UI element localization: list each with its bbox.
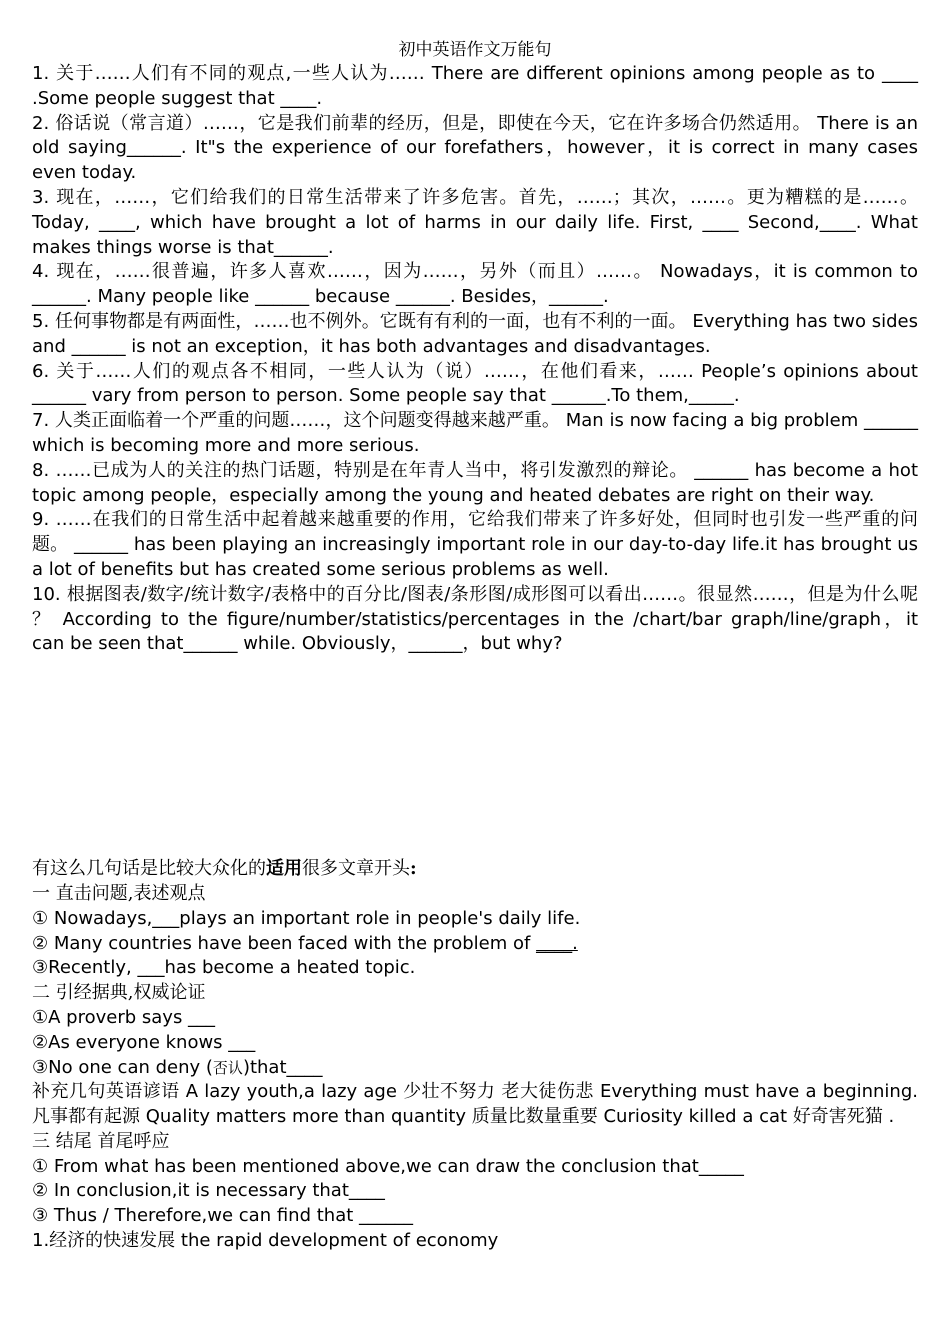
part1-item-2 xyxy=(32,932,918,957)
sentence-8: 8. ……已成为人的关注的热门话题，特别是在年青人当中，将引发激烈的辩论。 ______ has become a hot topic among people，especially among the young and heated debates are right on their way. xyxy=(32,459,918,506)
intro-colon: : xyxy=(410,858,417,880)
section-intro xyxy=(32,857,918,882)
part2-item-3-cn: 否认 xyxy=(212,1058,243,1077)
phrase-1: 1.经济的快速发展 the rapid development of economy xyxy=(32,1230,499,1252)
intro-suffix: 很多文章开头 xyxy=(302,858,410,880)
sentence-1: 1. 关于……人们有不同的观点,一些人认为…… There are different opinions among people as to ____ .Some people suggest that ____. xyxy=(32,63,918,109)
page-title: 初中英语作文万能句 xyxy=(398,40,552,60)
part1-heading: 一 直击问题,表述观点 xyxy=(32,882,206,904)
part3-item-2: ② In conclusion,it is necessary that____ xyxy=(32,1180,385,1202)
part1-item-2-blank: ____. xyxy=(536,932,578,954)
part1-item-2-text: ② Many countries have been faced with the problem of xyxy=(32,932,537,954)
sentence-6: 6. 关于……人们的观点各不相同，一些人认为（说）……，在他们看来，…… People’s opinions about ______ vary from person to person. Some people say that ______.To them,_____. xyxy=(32,360,918,407)
sentence-4: 4. 现在，……很普遍，许多人喜欢……，因为……，另外（而且）……。 Nowadays，it is common to ______. Many people like ______ because ______. Besides，______. xyxy=(32,261,918,308)
proverbs: 补充几句英语谚语 A lazy youth,a lazy age 少壮不努力 老大徒伤悲 Everything must have a beginning.凡事都有起源 Quality matters more than quantity 质量比数量重要 Curiosity killed a cat 好奇害死猫 . xyxy=(32,1081,918,1128)
part3-item-1: ① From what has been mentioned above,we can draw the conclusion that_____ xyxy=(32,1155,744,1177)
intro-prefix: 有这么几句话是比较大众化的 xyxy=(32,858,266,880)
part2-heading: 二 引经据典,权威论证 xyxy=(32,982,206,1004)
sentence-7: 7. 人类正面临着一个严重的问题……，这个问题变得越来越严重。 Man is now facing a big problem ______ which is becoming more and more serious. xyxy=(32,410,918,456)
part2-item-1: ①A proverb says ___ xyxy=(32,1006,216,1028)
sentence-9: 9. ……在我们的日常生活中起着越来越重要的作用，它给我们带来了许多好处，但同时也引发一些严重的问题。 ______ has been playing an increasingly important role in our day-to-day life.it has brought us a lot of benefits but has created some serious problems as well. xyxy=(32,509,918,580)
intro-bold: 适用 xyxy=(266,858,302,880)
sentence-10: 10. 根据图表/数字/统计数字/表格中的百分比/图表/条形图/成形图可以看出……。很显然……，但是为什么呢 ？ According to the figure/number/statistics/percentages in the /chart/bar graph/line/graph，it can be seen that______ while. Obviously，______，but why? xyxy=(32,583,918,655)
part1-item-1: ① Nowadays,___plays an important role in people's daily life. xyxy=(32,907,581,929)
part2-item-3-after: )that____ xyxy=(242,1056,323,1078)
blank-space xyxy=(32,657,918,857)
part2-item-3-before: ③No one can deny ( xyxy=(32,1056,213,1078)
part3-item-3: ③ Thus / Therefore,we can find that ______ xyxy=(32,1205,414,1227)
part2-item-2: ②As everyone knows ___ xyxy=(32,1031,256,1053)
sentence-3: 3. 现在，……，它们给我们的日常生活带来了许多危害。首先，……；其次，……。更为糟糕的是……。Today, ____, which have brought a lot of harms in our daily life. First, ____ Second,____. What makes things worse is that______. xyxy=(32,186,918,258)
part1-item-3: ③Recently, ___has become a heated topic. xyxy=(32,957,416,979)
sentence-2: 2. 俗话说（常言道）……，它是我们前辈的经历，但是，即使在今天，它在许多场合仍然适用。 There is an old saying______. It"s the experience of our forefathers，however，it is correct in many cases even today. xyxy=(32,112,918,184)
part3-heading: 三 结尾 首尾呼应 xyxy=(32,1130,170,1152)
sentence-5: 5. 任何事物都是有两面性，……也不例外。它既有有利的一面，也有不利的一面。 Everything has two sides and ______ is not an exception，it has both advantages and disadvantages. xyxy=(32,310,918,357)
document-page xyxy=(32,38,918,1254)
part2-item-3 xyxy=(32,1056,918,1081)
